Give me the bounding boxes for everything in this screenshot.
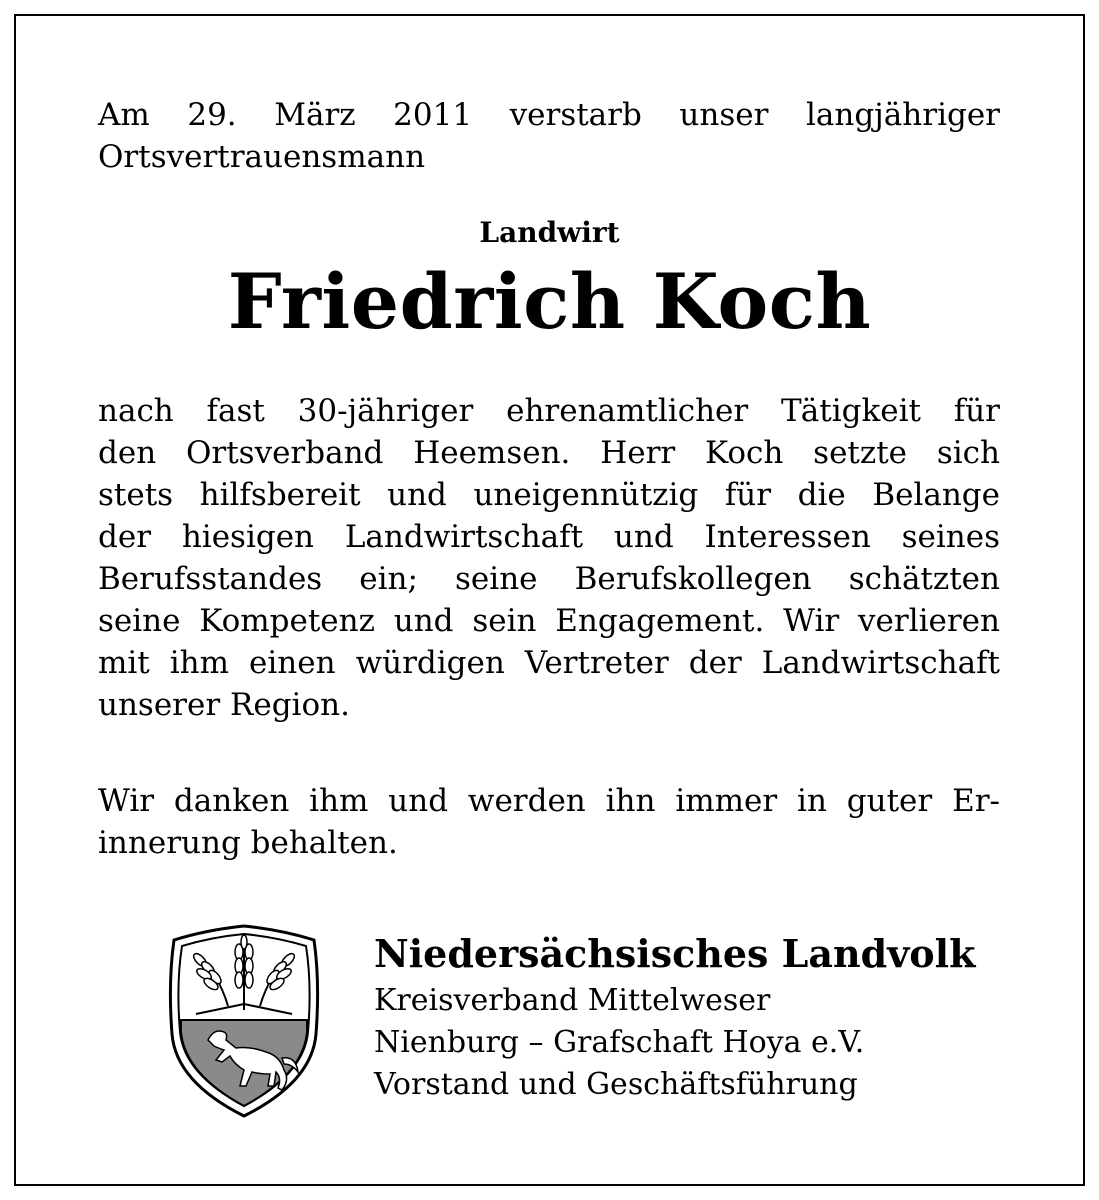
organization-line: Kreisverband Mittelweser: [374, 983, 771, 1018]
body-line: Berufsstandes ein; seine Berufskollegen schätzten: [98, 561, 1000, 597]
body-line: der hiesigen Landwirtschaft und Interessen seines: [98, 519, 1000, 555]
body-line: unserer Region.: [98, 687, 350, 723]
organization-line: Vorstand und Geschäftsführung: [374, 1067, 858, 1102]
body-line: seine Kompetenz und sein Engagement. Wir verlieren: [98, 603, 1000, 639]
organization-name: Niedersächsisches Landvolk: [374, 931, 976, 976]
closing-text: [98, 780, 1000, 864]
obituary-notice: [14, 14, 1085, 1186]
body-text: [98, 390, 1000, 726]
organization-line: Nienburg – Grafschaft Hoya e.V.: [374, 1025, 865, 1060]
body-line: mit ihm einen würdigen Vertreter der Landwirtschaft: [98, 645, 1000, 681]
intro-line: Ortsvertrauensmann: [98, 139, 426, 175]
shield-crest-wheat-horse-icon: [166, 922, 322, 1120]
body-line: nach fast 30-jähriger ehrenamtlicher Tätigkeit für: [98, 393, 1000, 429]
closing-line: innerung behalten.: [98, 825, 398, 861]
profession-label: Landwirt: [479, 216, 620, 249]
body-line: den Ortsverband Heemsen. Herr Koch setzte sich: [98, 435, 1000, 471]
body-line: stets hilfsbereit und uneigennützig für die Belange: [98, 477, 1000, 513]
intro-text: [98, 94, 1000, 178]
closing-line: Wir danken ihm und werden ihn immer in guter Er-: [98, 783, 1000, 819]
organization-block: [374, 928, 975, 1106]
intro-line: Am 29. März 2011 verstarb unser langjähriger: [98, 97, 1000, 133]
deceased-name: Friedrich Koch: [227, 257, 872, 346]
